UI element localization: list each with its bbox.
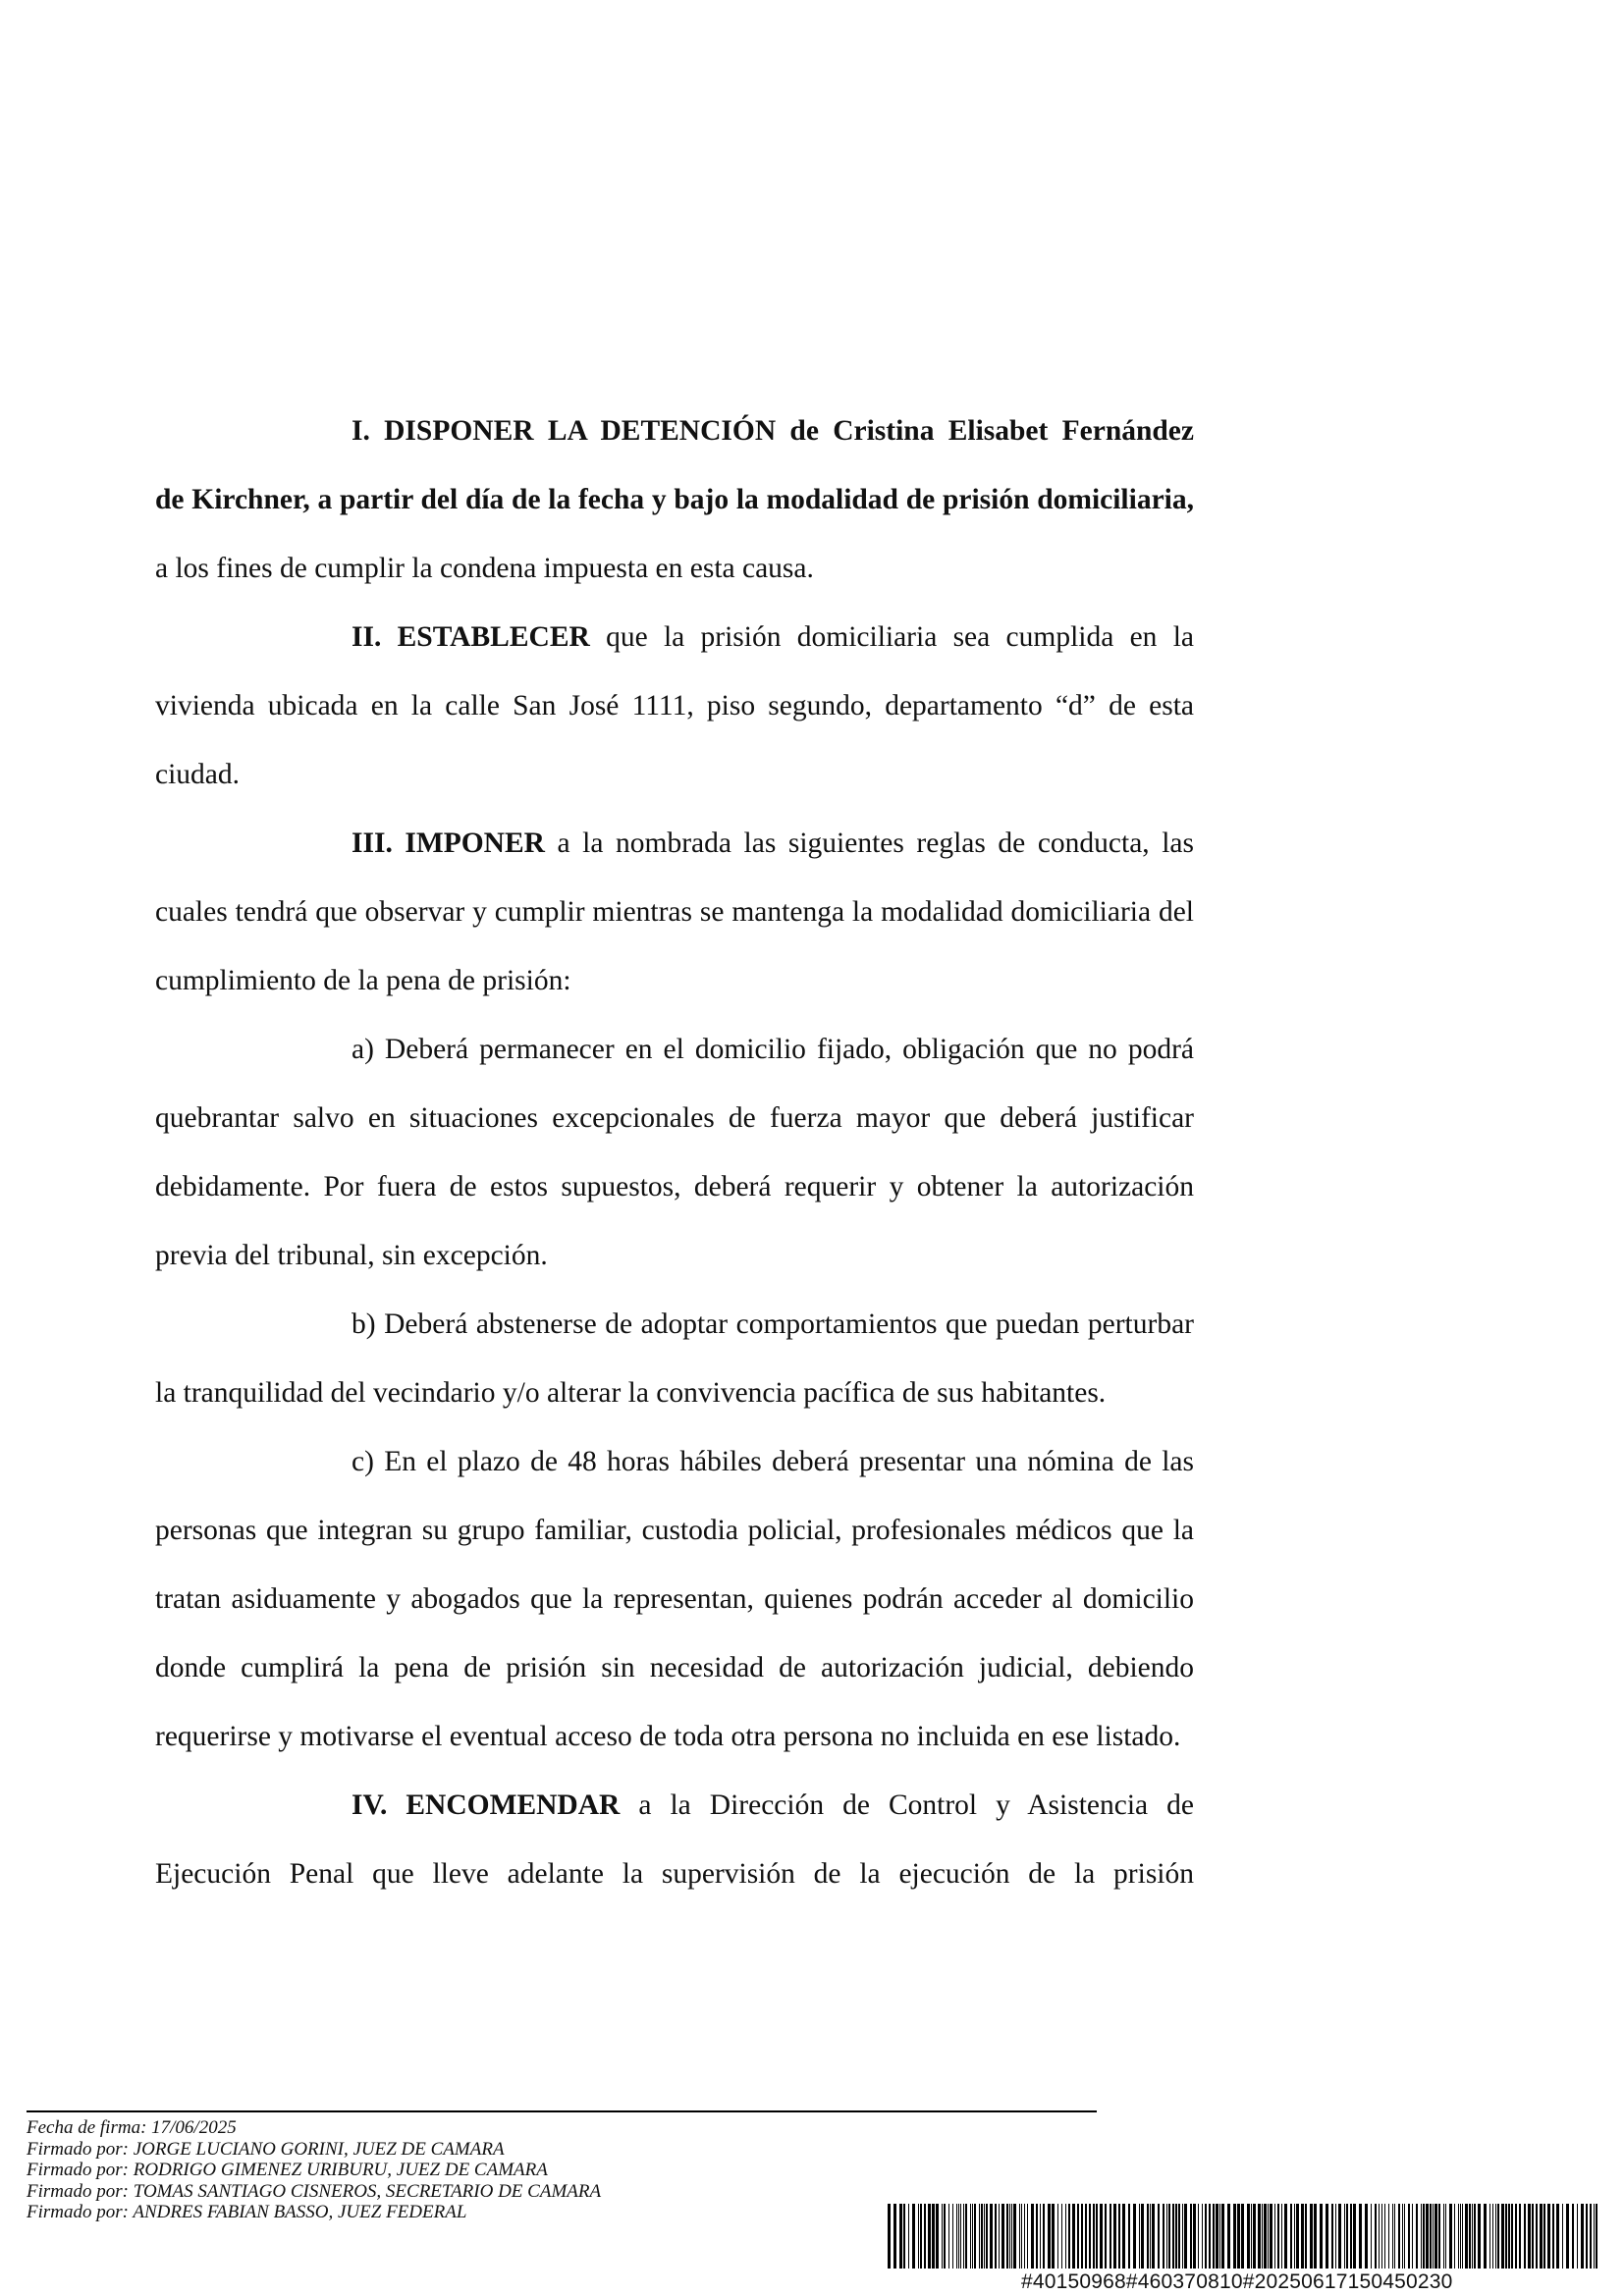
item-2-text: que la prisión domiciliaria sea cumplida en la vivienda ubicada en la calle San José 1111, piso segundo, departamento “d” de esta ciudad. [155,621,1194,790]
signature-date: Fecha de firma: 17/06/2025 [27,2117,237,2138]
signature-line: Firmado por: ANDRES FABIAN BASSO, JUEZ FEDERAL [27,2202,467,2222]
signature-line: Firmado por: TOMAS SANTIAGO CISNEROS, SECRETARIO DE CAMARA [27,2180,602,2202]
item-3 [155,809,1194,1015]
signature-line: Firmado por: JORGE LUCIANO GORINI, JUEZ DE CAMARA [27,2138,505,2160]
item-4 [155,1771,1194,1908]
item-1-text: a los fines de cumplir la condena impuesta en esta causa. [155,553,814,584]
item-1-continuation [155,465,1194,603]
signature-line: Firmado por: RODRIGO GIMENEZ URIBURU, JUEZ DE CAMARA [27,2160,548,2180]
item-3-bold: III. IMPONER [352,828,545,859]
item-1-bold: de Kirchner, a partir del día de la fecha y bajo la modalidad de prisión domiciliaria, [155,484,1194,515]
resolution-body [155,397,1194,1908]
barcode [888,2204,1599,2269]
item-3-text: a la nombrada las siguientes reglas de conducta, las cuales tendrá que observar y cumplir mientras se mantenga la modalidad domiciliaria del cumplimiento de la pena de prisión: [155,828,1194,996]
rule-c: c) En el plazo de 48 horas hábiles deberá presentar una nómina de las personas que integran su grupo familiar, custodia policial, profesionales médicos que la tratan asiduamente y abogados que la representan, quienes podrán acceder al domicilio donde cumplirá la pena de prisión sin necesidad de autorización judicial, debiendo requerirse y motivarse el eventual acceso de toda otra persona no incluida en ese listado. [155,1446,1194,1752]
item-2 [155,603,1194,809]
item-4-text: a la Dirección de Control y Asistencia de Ejecución Penal que lleve adelante la supervisión de la ejecución de la prisión [155,1789,1194,1890]
rule-b: b) Deberá abstenerse de adoptar comportamientos que puedan perturbar la tranquilidad del vecindario y/o alterar la convivencia pacífica de sus habitantes. [155,1308,1194,1409]
signature-block [27,2117,601,2223]
item-4-bold: IV. ENCOMENDAR [352,1789,621,1821]
signature-divider [27,2110,1097,2112]
rule-a: a) Deberá permanecer en el domicilio fijado, obligación que no podrá quebrantar salvo en situaciones excepcionales de fuerza mayor que deberá justificar debidamente. Por fuera de estos supuestos, deberá requerir y obtener la autorización previa del tribunal, sin excepción. [155,1034,1194,1271]
item-1-lead: I. DISPONER LA DETENCIÓN de Cristina Elisabet Fernández [352,415,1194,447]
item-2-bold: II. ESTABLECER [352,621,590,653]
barcode-number: #40150968#460370810#20250617150450230 [1021,2270,1453,2293]
